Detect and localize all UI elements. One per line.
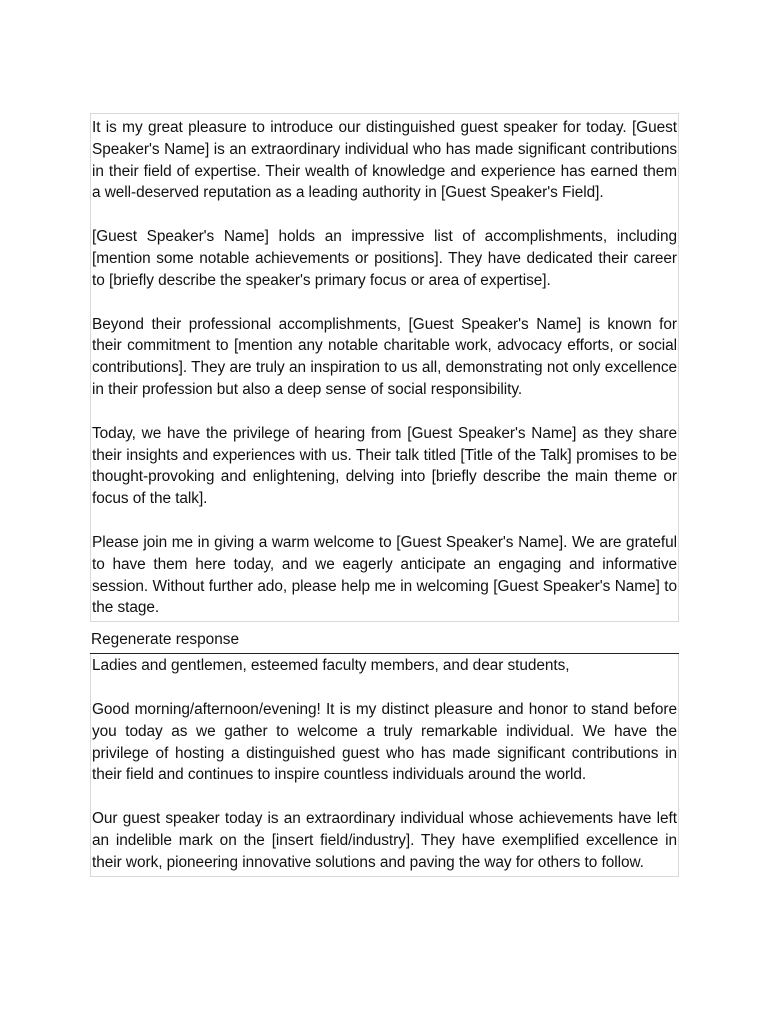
paragraph: Ladies and gentlemen, esteemed faculty members, and dear students,	[92, 657, 570, 675]
paragraph: Our guest speaker today is an extraordinary individual whose achievements have left an indelible mark on the [insert field/industry]. They have exemplified excellence in their work, pioneering innovative solutions and paving the way for others to follow.	[92, 810, 677, 871]
first-response-box	[90, 113, 679, 622]
paragraph: Please join me in giving a warm welcome to [Guest Speaker's Name]. We are grateful to have them here today, and we eagerly anticipate an engaging and informative session. Without further ado, please help me in welcoming [Guest Speaker's Name] to the stage.	[92, 533, 677, 617]
paragraph: Good morning/afternoon/evening! It is my distinct pleasure and honor to stand before you today as we gather to welcome a truly remarkable individual. We have the privilege of hosting a distinguished guest who has made significant contributions in their field and continues to inspire countless individuals around the world.	[92, 700, 677, 784]
paragraph: [Guest Speaker's Name] holds an impressive list of accomplishments, including [mention some notable achievements or positions]. They have dedicated their career to [briefly describe the speaker's primary focus or area of expertise].	[92, 228, 677, 289]
second-response-box	[90, 654, 679, 876]
regenerate-response-label: Regenerate response	[90, 622, 679, 654]
document-page	[90, 113, 679, 877]
paragraph: Today, we have the privilege of hearing from [Guest Speaker's Name] as they share their insights and experiences with us. Their talk titled [Title of the Talk] promises to be thought-provoking and enlightening, delving into [briefly describe the main theme or focus of the talk].	[92, 424, 677, 508]
paragraph: It is my great pleasure to introduce our distinguished guest speaker for today. [Guest Speaker's Name] is an extraordinary individual who has made significant contributions in their field of expertise. Their wealth of knowledge and experience has earned them a well-deserved reputation as a leading authority in [Guest Speaker's Field].	[92, 119, 677, 202]
paragraph: Beyond their professional accomplishments, [Guest Speaker's Name] is known for their commitment to [mention any notable charitable work, advocacy efforts, or social contributions]. They are truly an inspiration to us all, demonstrating not only excellence in their profession but also a deep sense of social responsibility.	[92, 315, 677, 398]
